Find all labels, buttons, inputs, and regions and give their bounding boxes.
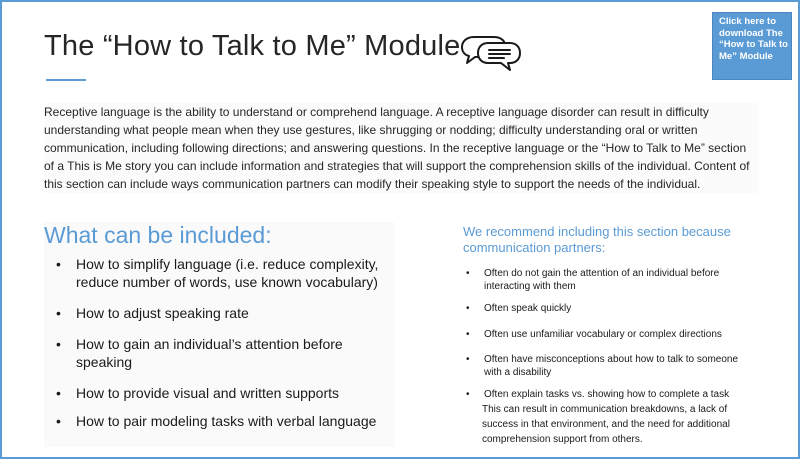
list-item: • How to adjust speaking rate <box>56 304 396 322</box>
list-item: • Often explain tasks vs. showing how to complete a task <box>466 389 756 402</box>
intro-paragraph: Receptive language is the ability to understand or comprehend language. A receptive language disorder can result in difficulty understanding what people mean when they use gestures, like shrugging or nodding; difficulty understanding oral or written communication, including following directions; and answering questions. In the receptive language or the “How to Talk to Me” section of a This is Me story you can include information and strategies that will support the comprehension skills of the individual. Content of this section can include ways communication partners can modify their speaking style to support the needs of the individual. <box>44 103 758 193</box>
chat-bubbles-icon <box>460 33 522 73</box>
title-underline <box>46 79 86 81</box>
list-item: • How to gain an individual’s attention before speaking <box>56 335 396 371</box>
download-module-button[interactable]: Click here to download The “How to Talk to Me” Module <box>712 12 792 80</box>
list-item: • How to provide visual and written supports <box>56 384 396 402</box>
recommend-heading: We recommend including this section because communication partners: <box>463 224 731 255</box>
list-item: • How to simplify language (i.e. reduce complexity, reduce number of words, use known vocabulary) <box>56 255 396 291</box>
included-heading: What can be included: <box>44 222 272 248</box>
list-item: • Often use unfamiliar vocabulary or complex directions <box>466 329 756 342</box>
recommend-list <box>466 268 756 402</box>
list-item: • Often have misconceptions about how to talk to someone with a disability <box>466 354 756 379</box>
consequence-note: This can result in communication breakdowns, a lack of success in that environment, and the need for additional comprehension support from others. <box>482 404 730 445</box>
included-list <box>56 255 396 430</box>
list-item: • Often do not gain the attention of an individual before interacting with them <box>466 268 756 293</box>
page-title: The “How to Talk to Me” Module <box>44 30 461 62</box>
list-item: • Often speak quickly <box>466 303 756 316</box>
list-item: • How to pair modeling tasks with verbal language <box>56 412 396 430</box>
